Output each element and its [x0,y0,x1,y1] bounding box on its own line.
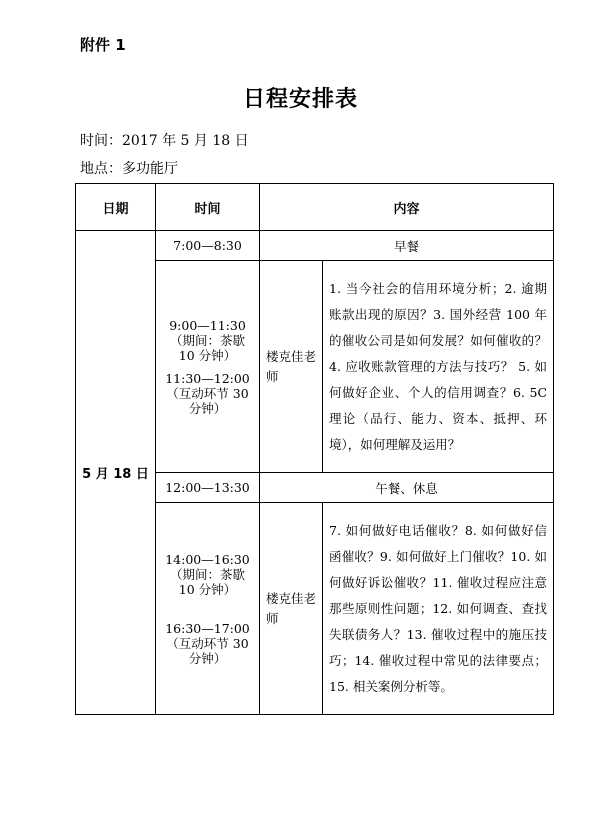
page-title: 日程安排表 [242,87,358,112]
afternoon-teacher: 楼克佳老师 [260,503,323,715]
breakfast-content: 早餐 [260,231,554,261]
morning-time2-note: （互动环节 30 分钟） [166,385,249,416]
morning-time1: 9:00—11:30 [169,317,246,333]
morning-teacher: 楼克佳老师 [260,261,323,473]
breakfast-time: 7:00—8:30 [156,231,260,261]
schedule-table [75,183,554,715]
header-time: 时间 [156,184,260,231]
date-cell: 5 月 18 日 [76,231,156,715]
afternoon-time1: 14:00—16:30 [165,551,250,567]
morning-time [156,261,260,473]
event-time: 时间：2017 年 5 月 18 日 [80,133,249,149]
afternoon-content: 7. 如何做好电话催收？8. 如何做好信函催收？9. 如何做好上门催收？10. 如何做好诉讼催收？11. 催收过程应注意那些原则性问题；12. 如何调查、查找失联债务人？13. 催收过程中的施压技巧；14. 催收过程中常见的法律要点；15. 相关案例分析等。 [323,503,554,715]
lunch-content: 午餐、休息 [260,473,554,503]
table-header-row [76,184,554,231]
attachment-label: 附件 1 [80,36,126,54]
header-date: 日期 [76,184,156,231]
afternoon-time1-note: （期间：茶歇 10 分钟） [169,566,245,597]
afternoon-time2-note: （互动环节 30 分钟） [166,635,249,666]
afternoon-time2: 16:30—17:00 [165,620,250,636]
afternoon-time [156,503,260,715]
event-place: 地点：多功能厅 [80,161,178,177]
morning-time1-note: （期间：茶歇 10 分钟） [169,332,245,363]
header-content: 内容 [260,184,554,231]
morning-content: 1. 当今社会的信用环境分析；2. 逾期账款出现的原因？3. 国外经营 100 年的催收公司是如何发展？如何催收的？4. 应收账款管理的方法与技巧？ 5. 如何做好企业、个人的信用调查？6. 5C 理论（品行、能力、资本、抵押、环境），如何理解及运用？ [323,261,554,473]
lunch-time: 12:00—13:30 [156,473,260,503]
table-row-breakfast [76,231,554,261]
morning-time2: 11:30—12:00 [165,370,250,386]
